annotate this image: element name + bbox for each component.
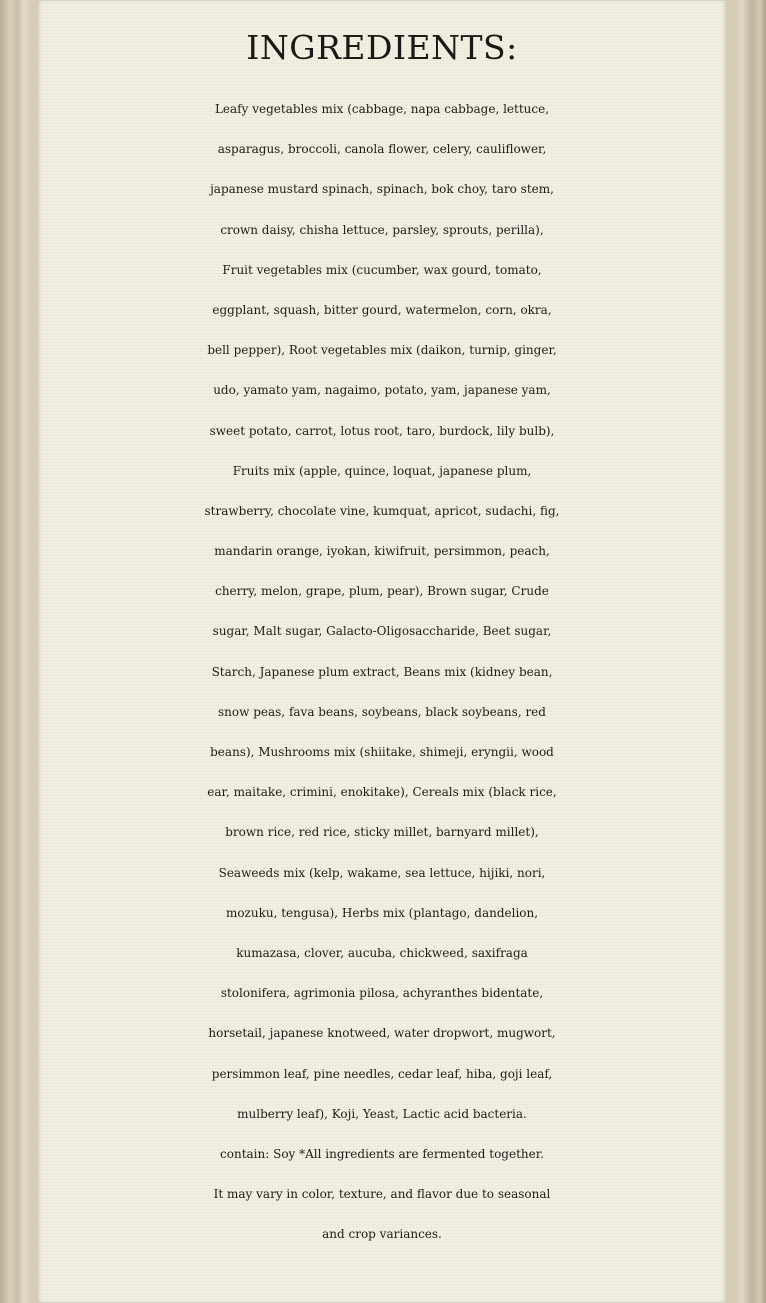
ingredients-line: horsetail, japanese knotweed, water dropwort, mugwort, [208,1026,556,1041]
ingredients-line: brown rice, red rice, sticky millet, barnyard millet), [225,825,539,840]
ingredients-line: japanese mustard spinach, spinach, bok choy, taro stem, [210,182,554,197]
ingredients-line: It may vary in color, texture, and flavor due to seasonal [213,1187,551,1202]
ingredients-line: sugar, Malt sugar, Galacto-Oligosaccharide, Beet sugar, [212,624,552,639]
ingredients-line: beans), Mushrooms mix (shiitake, shimeji, eryngii, wood [210,745,554,759]
ingredients-line: udo, yamato yam, nagaimo, potato, yam, japanese yam, [213,383,551,398]
ingredients-line: Starch, Japanese plum extract, Beans mix (kidney bean, [211,664,553,679]
ingredients-line: sweet potato, carrot, lotus root, taro, burdock, lily bulb), [209,423,555,438]
ingredients-line: Fruit vegetables mix (cucumber, wax gourd, tomato, [222,262,542,277]
ingredients-line: Seaweeds mix (kelp, wakame, sea lettuce, hijiki, nori, [218,865,546,880]
ingredients-line: eggplant, squash, bitter gourd, watermelon, corn, okra, [212,302,552,317]
ingredients-line: cherry, melon, grape, plum, pear), Brown sugar, Crude [215,584,549,599]
ingredients-line: stolonifera, agrimonia pilosa, achyranthes bidentate, [220,986,544,1001]
ingredients-line: contain: Soy *All ingredients are fermented together. [220,1146,544,1161]
ingredients-line: mozuku, tengusa), Herbs mix (plantago, dandelion, [225,905,539,920]
ingredients-line: mulberry leaf), Koji, Yeast, Lactic acid bacteria. [237,1106,527,1121]
ingredients-line: kumazasa, clover, aucuba, chickweed, saxifraga [236,945,528,960]
ingredients-line: strawberry, chocolate vine, kumquat, apricot, sudachi, fig, [204,503,560,518]
ingredients-title: INGREDIENTS: [246,28,518,67]
ingredients-text [38,96,726,1261]
ingredients-line: mandarin orange, iyokan, kiwifruit, persimmon, peach, [214,544,550,559]
ingredients-line: crown daisy, chisha lettuce, parsley, sprouts, perilla), [220,222,544,237]
ingredients-line: ear, maitake, crimini, enokitake), Cereals mix (black rice, [207,785,557,800]
ingredients-line: snow peas, fava beans, soybeans, black soybeans, red [218,704,546,719]
ingredients-line: bell pepper), Root vegetables mix (daikon, turnip, ginger, [207,343,557,358]
ingredients-line: persimmon leaf, pine needles, cedar leaf, hiba, goji leaf, [211,1066,553,1081]
ingredients-label [38,0,726,1303]
ingredients-line: Leafy vegetables mix (cabbage, napa cabbage, lettuce, [214,102,550,116]
ingredients-line: asparagus, broccoli, canola flower, celery, cauliflower, [217,142,547,157]
ingredients-line: and crop variances. [322,1227,442,1242]
ingredients-line: Fruits mix (apple, quince, loquat, japanese plum, [232,463,532,478]
